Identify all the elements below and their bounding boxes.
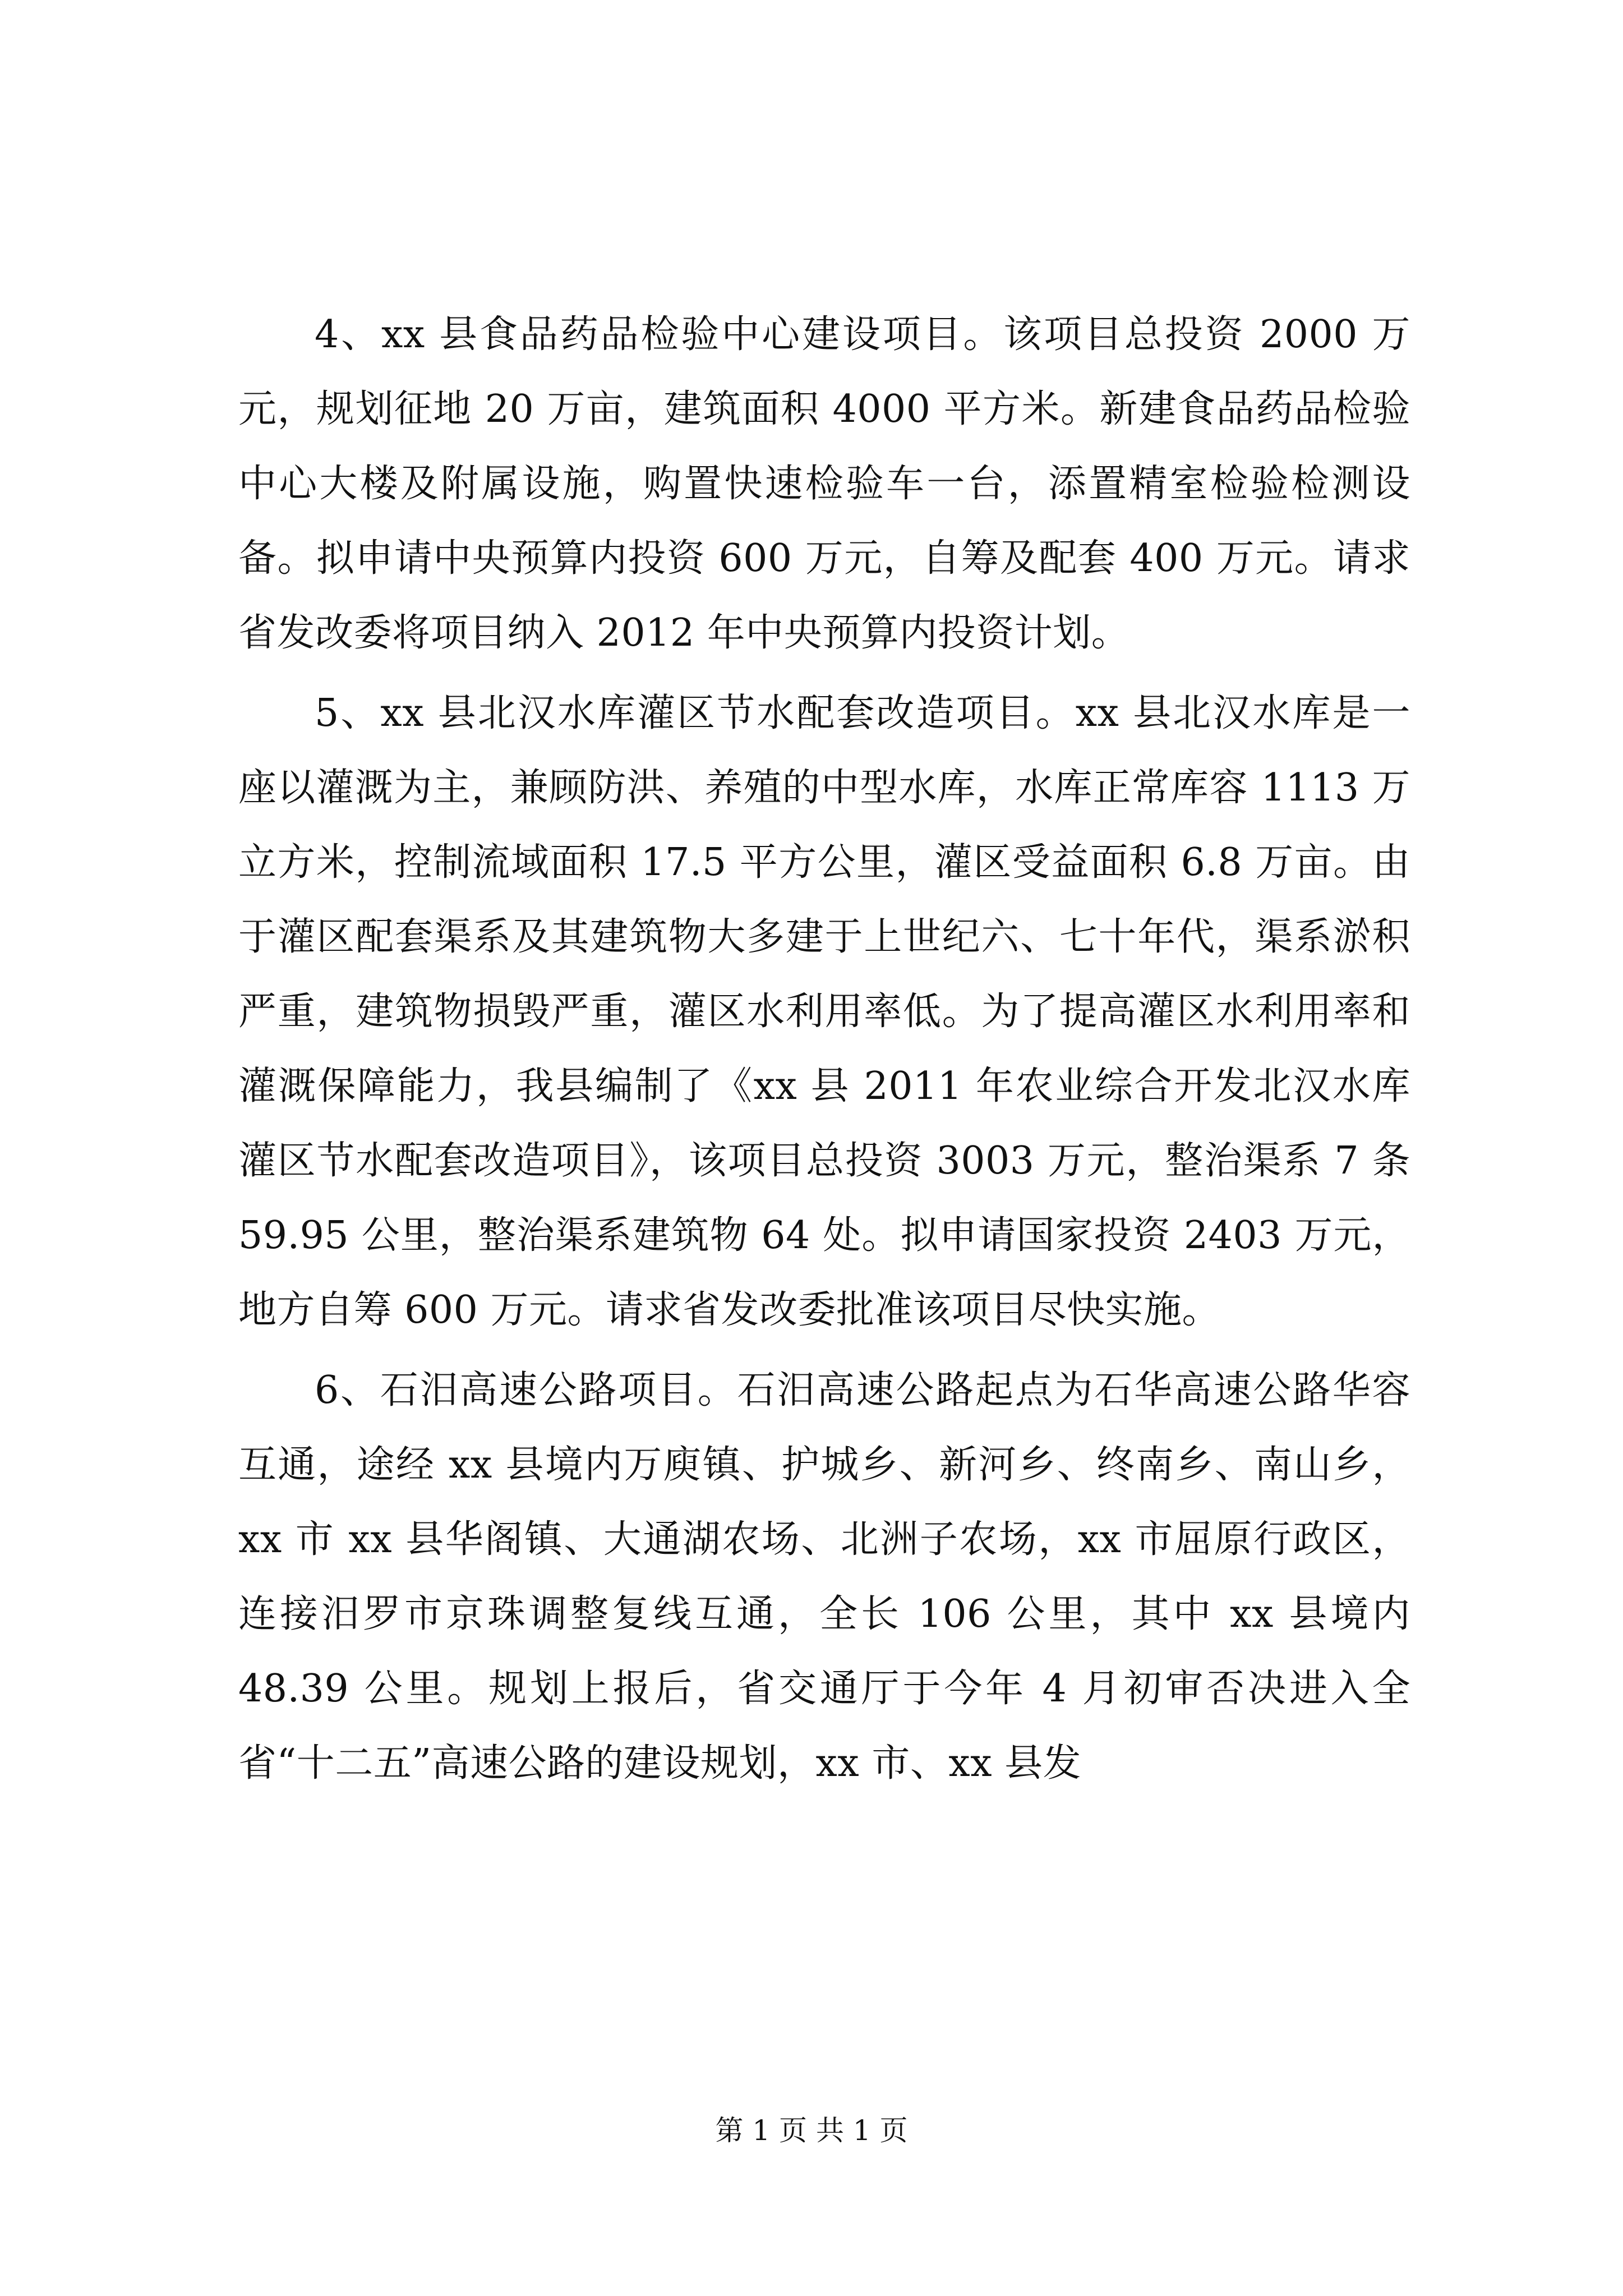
page-footer: 第 1 页 共 1 页 (715, 2114, 908, 2147)
paragraph-item-5: 5、xx 县北汉水库灌区节水配套改造项目。xx 县北汉水库是一座以灌溉为主，兼顾防洪、养殖的中型水库，水库正常库容 1113 万立方米，控制流域面积 17.5 平方公里，灌区受益面积 6.8 万亩。由于灌区配套渠系及其建筑物大多建于上世纪六、七十年代，渠系淤积严重，建筑物损毁严重，灌区水利用率低。为了提高灌区水利用率和灌溉保障能力，我县编制了《xx 县 2011 年农业综合开发北汉水库灌区节水配套改造项目》，该项目总投资 3003 万元，整治渠系 7 条 59.95 公里，整治渠系建筑物 64 处。拟申请国家投资 2403 万元，地方自筹 600 万元。请求省发改委批准该项目尽快实施。 (238, 691, 1410, 1332)
document-body (238, 297, 1410, 1806)
paragraph-item-6: 6、石汨高速公路项目。石汨高速公路起点为石华高速公路华容互通，途经 xx 县境内万庾镇、护城乡、新河乡、终南乡、南山乡，xx 市 xx 县华阁镇、大通湖农场、北洲子农场，xx 市屈原行政区，连接汨罗市京珠调整复线互通，全长 106 公里，其中 xx 县境内 48.39 公里。规划上报后，省交通厅于今年 4 月初审否决进入全省“十二五”高速公路的建设规划，xx 市、xx 县发 (238, 1368, 1410, 1786)
paragraph-item-4: 4、xx 县食品药品检验中心建设项目。该项目总投资 2000 万元，规划征地 20 万亩，建筑面积 4000 平方米。新建食品药品检验中心大楼及附属设施，购置快速检验车一台，添置精室检验检测设备。拟申请中央预算内投资 600 万元，自筹及配套 400 万元。请求省发改委将项目纳入 2012 年中央预算内投资计划。 (238, 312, 1410, 655)
